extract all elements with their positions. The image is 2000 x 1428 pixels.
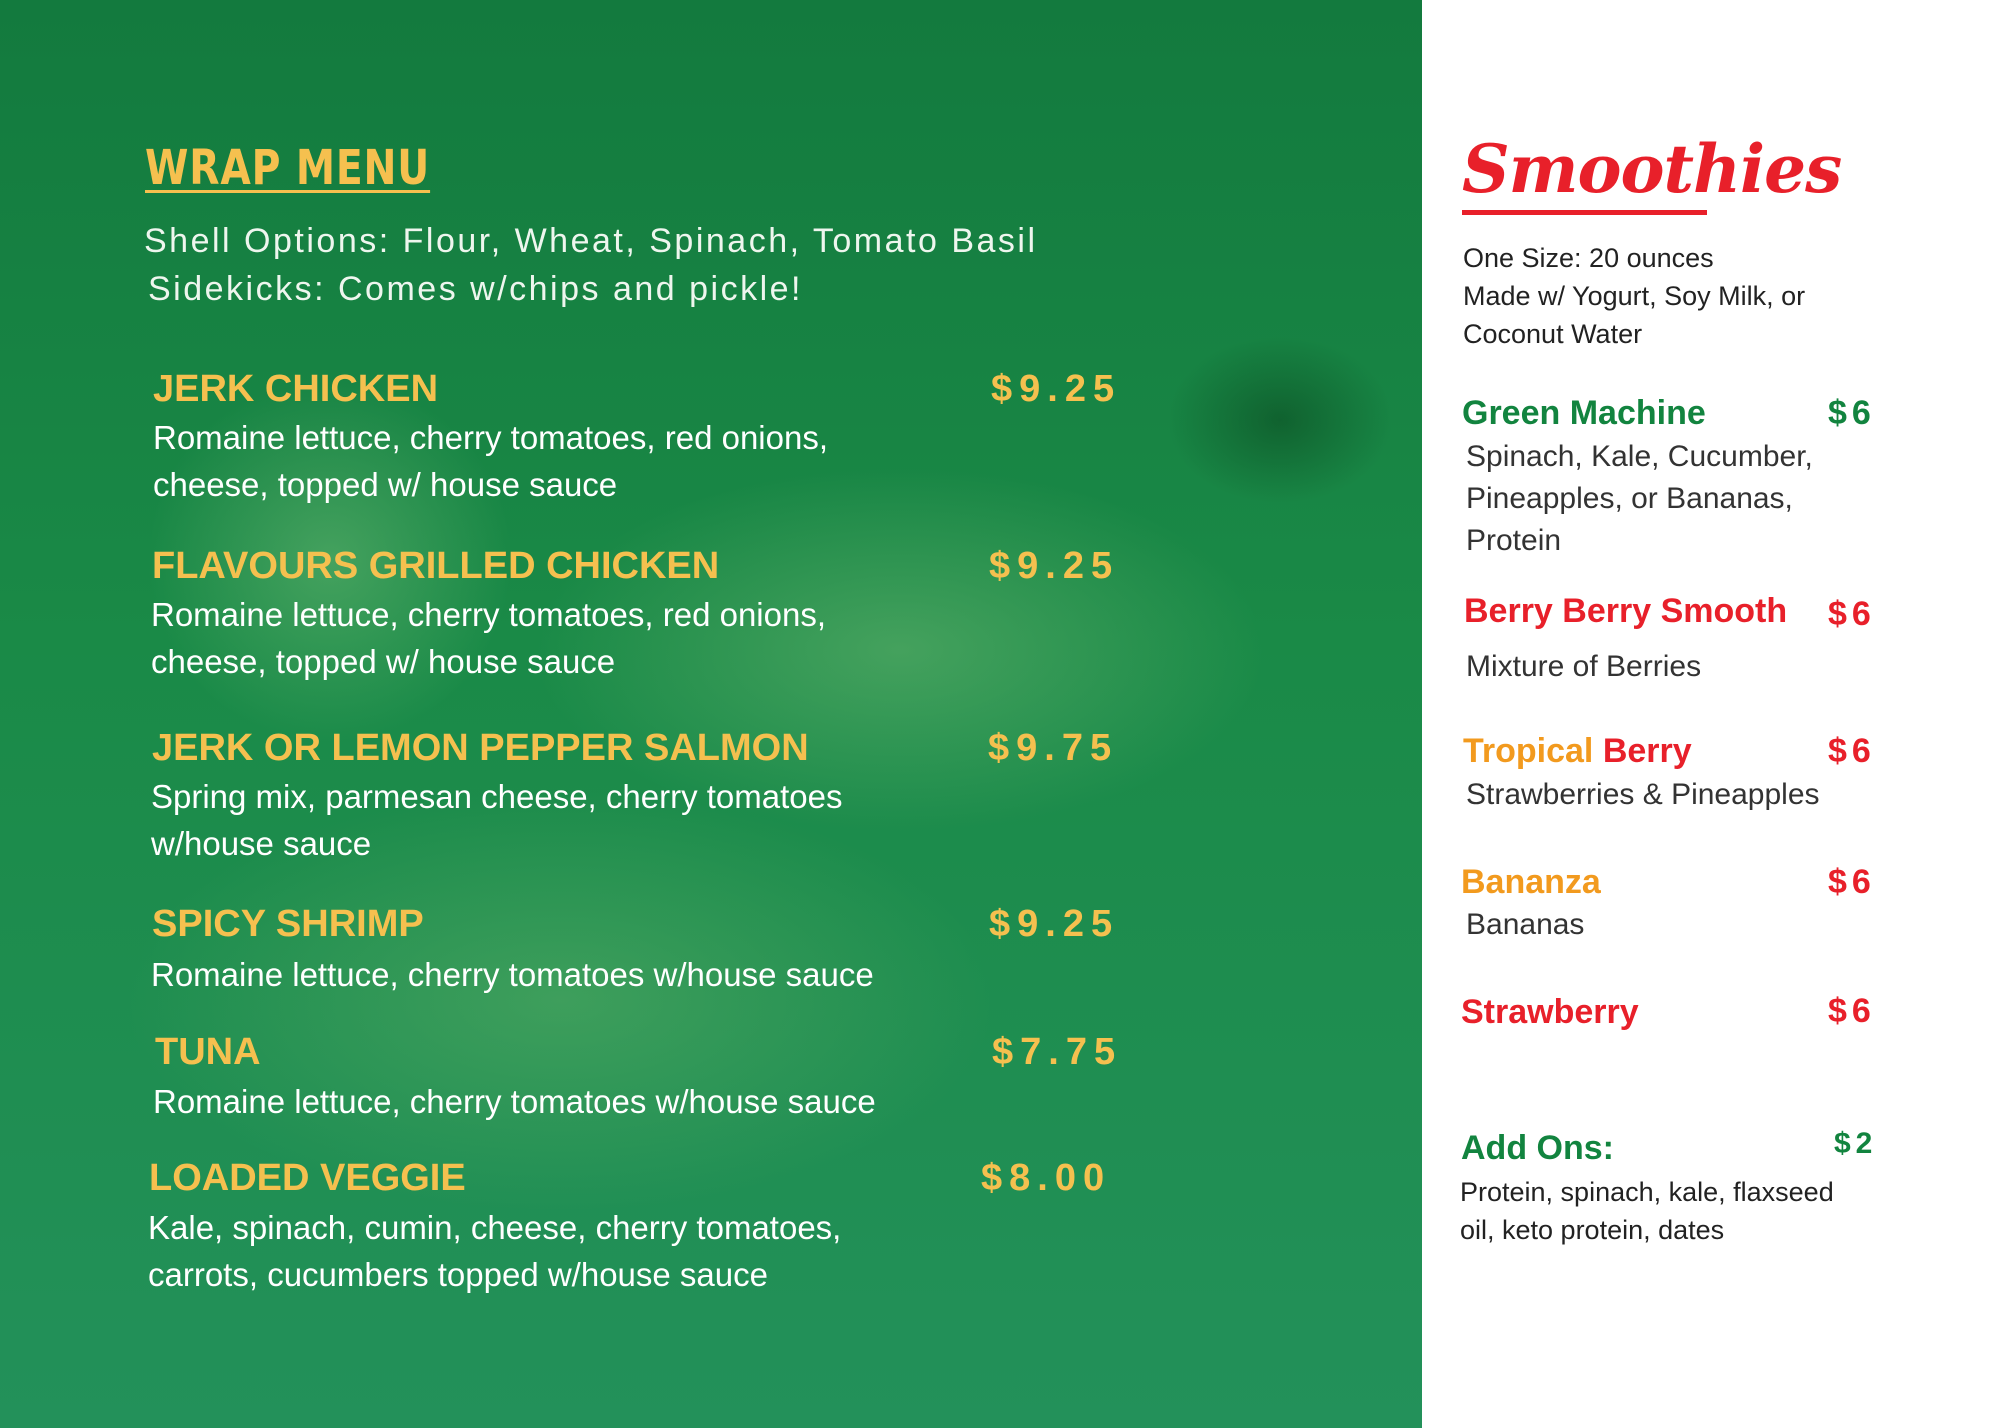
smoothie-name: Strawberry (1461, 993, 1639, 1031)
wrap-item-name: LOADED VEGGIE (149, 1157, 466, 1199)
wrap-item-price: $9.25 (991, 368, 1122, 410)
wrap-item-price: $7.75 (992, 1031, 1123, 1073)
wrap-item-description: w/house sauce (151, 825, 372, 862)
wrap-item-description: cheese, topped w/ house sauce (153, 466, 618, 503)
smoothie-price: $6 (1828, 595, 1876, 633)
wrap-item-price: $8.00 (981, 1157, 1112, 1199)
add-ons-description: Protein, spinach, kale, flaxseed (1460, 1177, 1834, 1207)
smoothie-name: Berry Berry Smooth (1464, 592, 1788, 630)
smoothie-name: Green Machine (1462, 394, 1706, 432)
wrap-item-description: carrots, cucumbers topped w/house sauce (148, 1256, 768, 1293)
add-ons-price: $2 (1834, 1127, 1878, 1160)
wrap-item-description: Romaine lettuce, cherry tomatoes w/house sauce (153, 1083, 876, 1120)
wrap-item-price: $9.25 (989, 903, 1120, 945)
wrap-item-name: JERK CHICKEN (153, 368, 439, 410)
add-ons-description: oil, keto protein, dates (1460, 1215, 1725, 1245)
wrap-item-description: Romaine lettuce, cherry tomatoes w/house sauce (151, 956, 874, 993)
wrap-item-description: Romaine lettuce, cherry tomatoes, red onions, (151, 596, 827, 633)
wrap-menu-title: WRAP MENU (145, 140, 431, 196)
smoothies-title: Smoothies (1462, 130, 1842, 208)
wrap-item-name: FLAVOURS GRILLED CHICKEN (152, 545, 720, 587)
wrap-item-description: Spring mix, parmesan cheese, cherry tomatoes (151, 778, 843, 815)
smoothie-description: Protein (1466, 524, 1562, 557)
smoothie-base-info: Coconut Water (1463, 319, 1643, 349)
smoothie-name: Bananza (1461, 863, 1601, 901)
smoothie-name-part: Berry (1602, 732, 1692, 770)
smoothie-base-info: Made w/ Yogurt, Soy Milk, or (1463, 281, 1806, 311)
smoothie-description: Pineapples, or Bananas, (1466, 482, 1793, 515)
wrap-item-name: SPICY SHRIMP (152, 903, 424, 945)
wrap-item-name: TUNA (155, 1031, 261, 1073)
smoothie-description: Mixture of Berries (1466, 650, 1702, 683)
sidekicks-text: Sidekicks: Comes w/chips and pickle! (148, 270, 804, 308)
wrap-item-price: $9.75 (988, 727, 1119, 769)
smoothies-title-underline (1462, 210, 1707, 215)
smoothie-price: $6 (1828, 992, 1876, 1030)
smoothie-description: Strawberries & Pineapples (1466, 778, 1820, 811)
smoothie-price: $6 (1828, 732, 1876, 770)
smoothie-size-info: One Size: 20 ounces (1463, 243, 1714, 273)
wrap-item-description: cheese, topped w/ house sauce (151, 643, 616, 680)
smoothie-name (1463, 732, 1692, 771)
smoothie-price: $6 (1828, 394, 1876, 432)
smoothie-name-part: Tropical (1463, 732, 1594, 770)
smoothie-description: Spinach, Kale, Cucumber, (1466, 440, 1813, 473)
smoothie-price: $6 (1828, 863, 1876, 901)
wrap-item-description: Kale, spinach, cumin, cheese, cherry tomatoes, (148, 1209, 842, 1246)
wrap-item-description: Romaine lettuce, cherry tomatoes, red onions, (153, 419, 829, 456)
smoothie-description: Bananas (1466, 908, 1585, 941)
wrap-item-name: JERK OR LEMON PEPPER SALMON (152, 727, 809, 769)
wrap-item-price: $9.25 (989, 545, 1120, 587)
shell-options-text: Shell Options: Flour, Wheat, Spinach, Tomato Basil (144, 222, 1038, 260)
add-ons-label: Add Ons: (1461, 1129, 1614, 1167)
